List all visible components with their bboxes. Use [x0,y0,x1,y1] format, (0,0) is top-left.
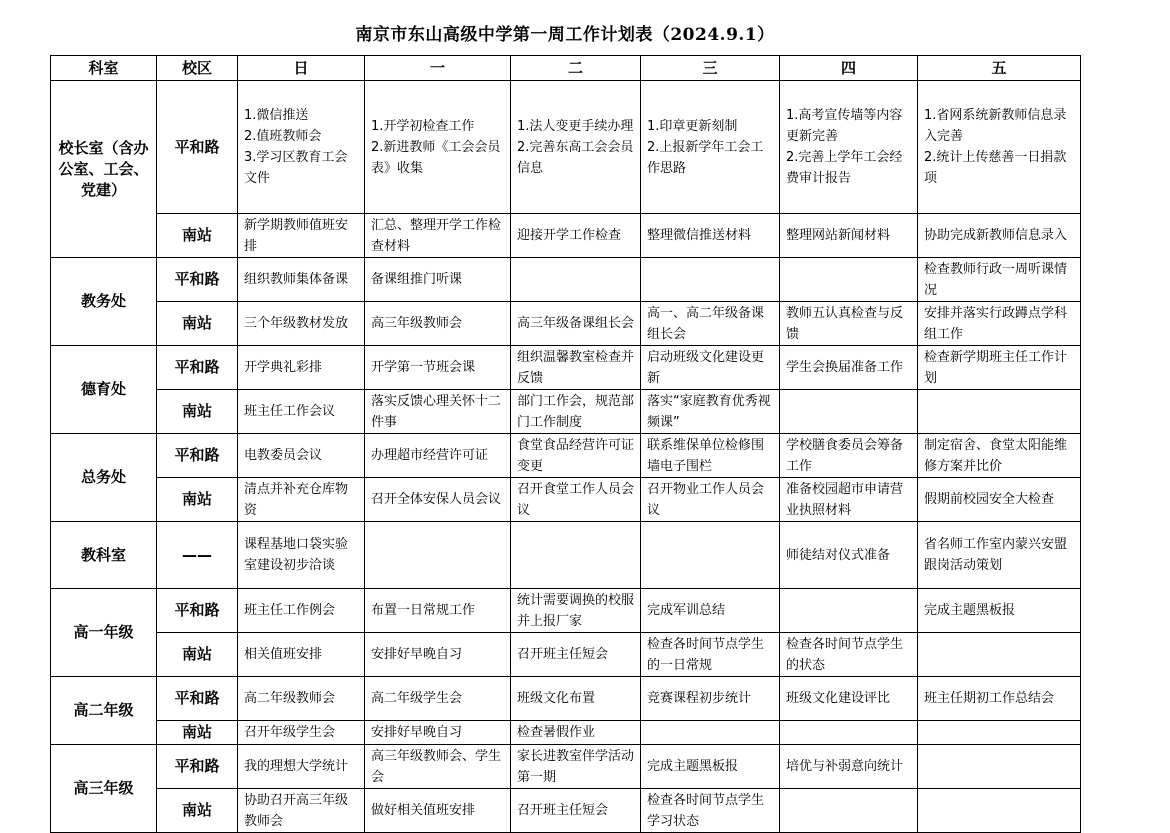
work-plan-table [50,55,1081,833]
department-cell: 校长室（含办公室、工会、党建） [51,81,157,258]
task-cell [918,390,1081,434]
task-cell: 召开班主任短会 [511,789,641,833]
campus-cell: 平和路 [157,258,238,302]
task-cell: 1.开学初检查工作 2.新进教师《工会会员表》收集 [365,81,511,214]
table-row [51,81,1081,214]
task-cell: 培优与补弱意向统计 [780,745,918,789]
task-cell: 部门工作会，规范部门工作制度 [511,390,641,434]
campus-cell: 南站 [157,478,238,522]
task-cell: 开学第一节班会课 [365,346,511,390]
task-cell: 清点并补充仓库物资 [238,478,365,522]
task-cell: 电教委员会议 [238,434,365,478]
campus-cell: 平和路 [157,745,238,789]
task-cell: 落实“家庭教育优秀视频课” [641,390,780,434]
task-cell: 召开班主任短会 [511,633,641,677]
col-header-wednesday: 三 [641,56,780,81]
table-row [51,214,1081,258]
table-row [51,346,1081,390]
campus-cell: 南站 [157,633,238,677]
col-header-campus: 校区 [157,56,238,81]
task-cell [918,633,1081,677]
task-cell: 班级文化建设评比 [780,677,918,721]
task-cell: 检查暑假作业 [511,721,641,745]
task-cell: 班主任期初工作总结会 [918,677,1081,721]
table-row [51,478,1081,522]
task-cell [918,745,1081,789]
task-cell [641,258,780,302]
task-cell: 高二年级学生会 [365,677,511,721]
header-row [51,56,1081,81]
campus-cell: —— [157,522,238,589]
department-cell: 总务处 [51,434,157,522]
task-cell: 检查各时间节点学生的一日常规 [641,633,780,677]
campus-cell: 平和路 [157,589,238,633]
campus-cell: 南站 [157,390,238,434]
task-cell: 检查各时间节点学生学习状态 [641,789,780,833]
task-cell: 班主任工作会议 [238,390,365,434]
col-header-department: 科室 [51,56,157,81]
task-cell [780,721,918,745]
task-cell: 课程基地口袋实验室建设初步洽谈 [238,522,365,589]
task-cell [918,721,1081,745]
task-cell: 1.印章更新刻制 2.上报新学年工会工作思路 [641,81,780,214]
task-cell [365,522,511,589]
task-cell [641,721,780,745]
task-cell: 组织教师集体备课 [238,258,365,302]
department-cell: 高一年级 [51,589,157,677]
task-cell: 高一、高二年级备课组长会 [641,302,780,346]
task-cell: 省名师工作室内蒙兴安盟跟岗活动策划 [918,522,1081,589]
campus-cell: 南站 [157,214,238,258]
task-cell: 统计需要调换的校服并上报厂家 [511,589,641,633]
col-header-friday: 五 [918,56,1081,81]
task-cell: 三个年级教材发放 [238,302,365,346]
task-cell: 食堂食品经营许可证变更 [511,434,641,478]
task-cell: 召开食堂工作人员会议 [511,478,641,522]
task-cell: 教师五认真检查与反馈 [780,302,918,346]
task-cell: 学生会换届准备工作 [780,346,918,390]
table-row [51,745,1081,789]
task-cell: 召开全体安保人员会议 [365,478,511,522]
task-cell [780,390,918,434]
task-cell: 检查教师行政一周听课情况 [918,258,1081,302]
task-cell: 召开年级学生会 [238,721,365,745]
department-cell: 德育处 [51,346,157,434]
task-cell: 1.法人变更手续办理 2.完善东高工会会员信息 [511,81,641,214]
department-cell: 高二年级 [51,677,157,745]
task-cell: 新学期教师值班安排 [238,214,365,258]
table-row [51,302,1081,346]
task-cell: 师徒结对仪式准备 [780,522,918,589]
task-cell: 高三年级教师会、学生会 [365,745,511,789]
col-header-monday: 一 [365,56,511,81]
task-cell: 相关值班安排 [238,633,365,677]
task-cell [511,522,641,589]
task-cell: 协助完成新教师信息录入 [918,214,1081,258]
task-cell: 汇总、整理开学工作检查材料 [365,214,511,258]
task-cell: 组织温馨教室检查并反馈 [511,346,641,390]
department-cell: 教务处 [51,258,157,346]
task-cell: 完成军训总结 [641,589,780,633]
task-cell [918,789,1081,833]
task-cell: 落实反馈心理关怀十二件事 [365,390,511,434]
table-row [51,390,1081,434]
task-cell: 高三年级教师会 [365,302,511,346]
task-cell: 我的理想大学统计 [238,745,365,789]
task-cell: 召开物业工作人员会议 [641,478,780,522]
page-title: 南京市东山高级中学第一周工作计划表（2024.9.1） [355,25,775,45]
task-cell: 做好相关值班安排 [365,789,511,833]
campus-cell: 南站 [157,721,238,745]
task-cell: 整理网站新闻材料 [780,214,918,258]
task-cell: 班级文化布置 [511,677,641,721]
table-row [51,258,1081,302]
task-cell [780,258,918,302]
table-row [51,589,1081,633]
task-cell: 假期前校园安全大检查 [918,478,1081,522]
task-cell: 准备校园超市申请营业执照材料 [780,478,918,522]
task-cell [511,258,641,302]
task-cell: 完成主题黑板报 [641,745,780,789]
task-cell: 1.微信推送 2.值班教师会 3.学习区教育工会文件 [238,81,365,214]
campus-cell: 平和路 [157,677,238,721]
table-row [51,721,1081,745]
campus-cell: 南站 [157,302,238,346]
task-cell: 联系维保单位检修围墙电子围栏 [641,434,780,478]
table-row [51,633,1081,677]
task-cell: 1.高考宣传墙等内容更新完善 2.完善上学年工会经费审计报告 [780,81,918,214]
task-cell: 高二年级教师会 [238,677,365,721]
task-cell: 启动班级文化建设更新 [641,346,780,390]
task-cell: 制定宿舍、食堂太阳能维修方案并比价 [918,434,1081,478]
task-cell: 完成主题黑板报 [918,589,1081,633]
task-cell: 安排好早晚自习 [365,721,511,745]
table-row [51,789,1081,833]
task-cell: 竞赛课程初步统计 [641,677,780,721]
department-cell: 教科室 [51,522,157,589]
campus-cell: 平和路 [157,346,238,390]
task-cell: 备课组推门听课 [365,258,511,302]
task-cell: 检查新学期班主任工作计划 [918,346,1081,390]
task-cell: 迎接开学工作检查 [511,214,641,258]
task-cell: 高三年级备课组长会 [511,302,641,346]
campus-cell: 平和路 [157,81,238,214]
task-cell: 开学典礼彩排 [238,346,365,390]
table-row [51,434,1081,478]
task-cell: 安排好早晚自习 [365,633,511,677]
task-cell: 安排并落实行政蹲点学科组工作 [918,302,1081,346]
task-cell [780,789,918,833]
col-header-thursday: 四 [780,56,918,81]
col-header-sunday: 日 [238,56,365,81]
task-cell [780,589,918,633]
task-cell: 协助召开高三年级教师会 [238,789,365,833]
task-cell: 学校膳食委员会筹备工作 [780,434,918,478]
campus-cell: 南站 [157,789,238,833]
department-cell: 高三年级 [51,745,157,833]
task-cell: 班主任工作例会 [238,589,365,633]
campus-cell: 平和路 [157,434,238,478]
task-cell: 布置一日常规工作 [365,589,511,633]
task-cell: 整理微信推送材料 [641,214,780,258]
task-cell: 家长进教室伴学活动第一期 [511,745,641,789]
col-header-tuesday: 二 [511,56,641,81]
task-cell [641,522,780,589]
table-row [51,522,1081,589]
task-cell: 办理超市经营许可证 [365,434,511,478]
task-cell: 检查各时间节点学生的状态 [780,633,918,677]
table-row [51,677,1081,721]
task-cell: 1.省网系统新教师信息录入完善 2.统计上传慈善一日捐款项 [918,81,1081,214]
